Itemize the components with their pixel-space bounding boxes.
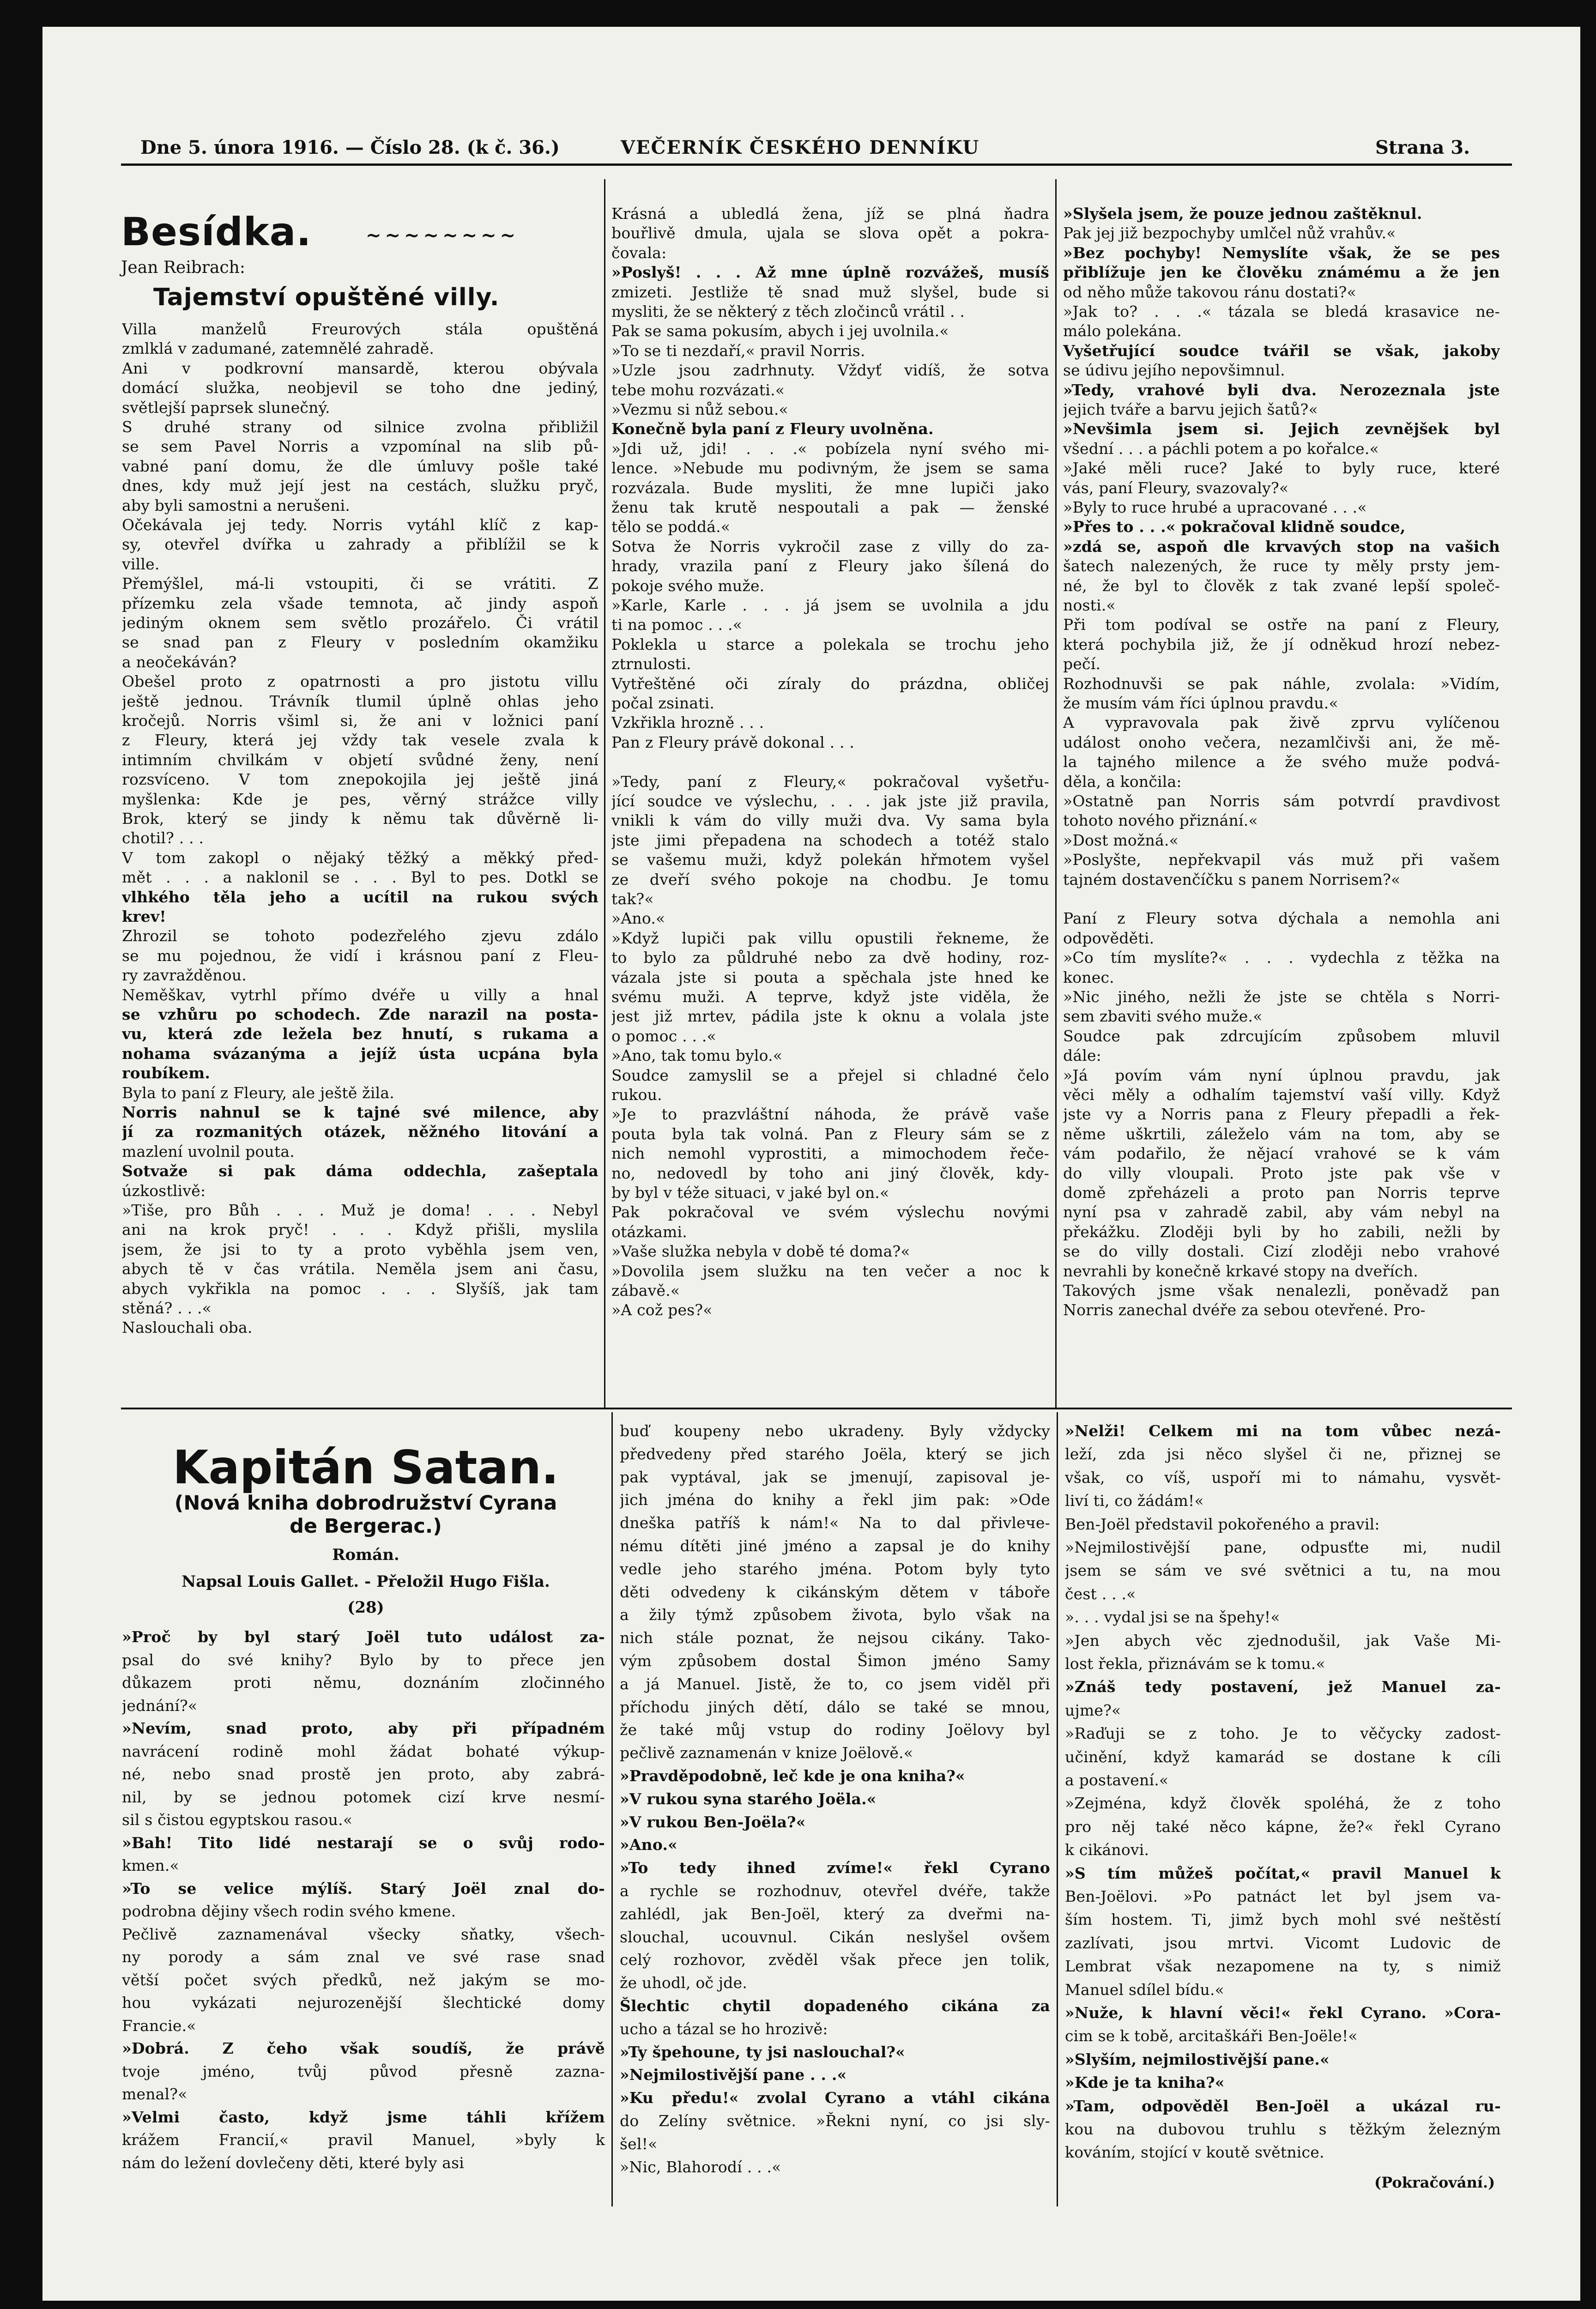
text-line: »Zejména, když člověk spoléhá, že z toho bbox=[1065, 1794, 1501, 1813]
text-line: »V rukou syna starého Joëla.« bbox=[620, 1789, 877, 1808]
text-line: né, že byl to člověk z tak zvané lepší společ- bbox=[1063, 576, 1500, 595]
besidka-heading: Besídka. bbox=[121, 209, 312, 254]
text-line: kou na dubovou truhlu s těžkým železným bbox=[1065, 2120, 1501, 2138]
header-date-issue: Dne 5. února 1916. — Číslo 28. (k č. 36.) bbox=[140, 137, 560, 158]
text-line: nému dítěti jiné jméno a zapsal je do knihy bbox=[620, 1537, 1050, 1555]
text-line: Zhrozil se tohoto podezřelého zjevu zdálo bbox=[122, 927, 598, 945]
text-line: pečí. bbox=[1063, 655, 1101, 673]
text-line: »Nevšimla jsem si. Jejich zevnějšek byl bbox=[1063, 420, 1500, 438]
text-line: »Dovolila jsem služku na ten večer a noc k bbox=[611, 1262, 1049, 1280]
text-line: »Vezmu si nůž sebou.« bbox=[611, 400, 788, 418]
text-line: čest . . .« bbox=[1065, 1584, 1136, 1603]
text-line: pečlivě zaznamenán v knize Joëlově.« bbox=[620, 1744, 913, 1762]
text-line: ujme?« bbox=[1065, 1701, 1121, 1719]
column-rule-3 bbox=[611, 1412, 613, 2206]
text-line: psal do své knihy? Bylo by to přece jen bbox=[122, 1650, 605, 1669]
text-line: podrobna dějiny všech rodin svého kmene. bbox=[122, 1902, 456, 1920]
text-line: »Nic, Blahorodí . . .« bbox=[620, 2158, 781, 2176]
text-line: jediným oknem sem světlo prozářelo. Či vrátil bbox=[122, 614, 598, 632]
text-line: jící soudce ve výslechu, . . . jak jste již pravila, bbox=[611, 792, 1049, 810]
text-line: »Ostatně pan Norris sám potvrdí pravdivost bbox=[1063, 792, 1500, 810]
text-line: »Nejmilostivější pane . . .« bbox=[620, 2066, 847, 2084]
text-line: děla, a končila: bbox=[1063, 772, 1182, 791]
text-line: šatech nalezených, že ruce ty měly prsty jem- bbox=[1063, 557, 1500, 575]
text-line: nil, by se jednou potomek cizí krve nesmí- bbox=[122, 1788, 605, 1806]
text-line: tak?« bbox=[611, 890, 654, 908]
text-line: se mu pojednou, že vidí i krásnou paní z Fleu- bbox=[122, 946, 598, 965]
text-line: pokoje svého muže. bbox=[611, 576, 765, 595]
text-line: »Byly to ruce hrubé a upracované . . .« bbox=[1063, 498, 1367, 516]
text-line: čovala: bbox=[611, 243, 667, 262]
text-line: »Nuže, k hlavní věci!« řekl Cyrano. »Cora- bbox=[1065, 2004, 1501, 2022]
text-line: jí za rozmanitých otázek, něžného litování a bbox=[122, 1123, 598, 1141]
text-line: překážku. Zloději byli by ho zabili, nežli by bbox=[1063, 1222, 1500, 1241]
text-line: »Tam, odpověděl Ben-Joël a ukázal ru- bbox=[1065, 2097, 1501, 2115]
text-line: tohoto nového přiznání.« bbox=[1063, 811, 1258, 830]
text-line: sil s čistou egyptskou rasou.« bbox=[122, 1811, 353, 1829]
serial-installment: (28) bbox=[347, 1598, 384, 1617]
text-line: Konečně byla paní z Fleury uvolněna. bbox=[611, 420, 934, 438]
text-line: Villa manželů Freurových stála opuštěná bbox=[122, 320, 598, 338]
text-line: tajném dostavenčíčku s panem Norrisem?« bbox=[1063, 870, 1401, 889]
text-line: ucho a tázal se ho hrozivě: bbox=[620, 2019, 828, 2038]
text-line: pak vyptával, jak se jmenují, zapisoval je- bbox=[620, 1468, 1050, 1486]
text-line: »Pravděpodobně, leč kde je ona kniha?« bbox=[620, 1767, 965, 1785]
text-line: Paní z Fleury sotva dýchala a nemohla ani bbox=[1063, 909, 1500, 928]
text-line: Pak se sama pokusím, abych i jej uvolnila.« bbox=[611, 322, 949, 340]
serial-subtitle-line-1: (Nová kniha dobrodružství Cyrana bbox=[174, 1492, 557, 1515]
text-line: »Uzle jsou zadrhnuty. Vždyť vidíš, že sotva bbox=[611, 361, 1049, 380]
column-rule-1 bbox=[604, 179, 605, 1408]
text-line: vás, paní Fleury, svazovaly?« bbox=[1063, 478, 1289, 497]
header-rule bbox=[121, 163, 1512, 166]
text-line: Šlechtic chytil dopadeného cikána za bbox=[620, 1997, 1050, 2015]
text-line: Sotvaže si pak dáma oddechla, zašeptala bbox=[122, 1162, 598, 1180]
text-line: a neočekáván? bbox=[122, 653, 237, 671]
text-line: Manuel sdílel bídu.« bbox=[1065, 1980, 1225, 1999]
text-line: abych tě v čas vrátila. Neměla jsem ani času, bbox=[122, 1260, 598, 1278]
text-line: by byl v téže situaci, v jaké byl on.« bbox=[611, 1184, 889, 1202]
text-line: sy, otevřel dvířka u zahrady a přiblížil se k bbox=[122, 535, 598, 554]
text-line: se údivu jejího nepovšimnul. bbox=[1063, 361, 1285, 380]
text-line: »Karle, Karle . . . já jsem se uvolnila a jdu bbox=[611, 596, 1049, 614]
text-line: »Znáš tedy postavení, jež Manuel za- bbox=[1065, 1678, 1501, 1696]
text-line: cim se k tobě, arcitaškáři Ben-Joële!« bbox=[1065, 2027, 1358, 2045]
text-line: »Kde je ta kniha?« bbox=[1065, 2073, 1225, 2092]
text-line: »S tím můžeš počítat,« pravil Manuel k bbox=[1065, 1864, 1501, 1882]
text-line: ti na pomoc . . .« bbox=[611, 616, 743, 634]
text-line: »Poslyšte, nepřekvapil vás muž při vašem bbox=[1063, 851, 1500, 869]
text-line: domě zpřeházeli a proto pan Norris teprve bbox=[1063, 1184, 1500, 1202]
text-line: vnikli k vám do villy muži dva. Vy sama byla bbox=[611, 811, 1049, 830]
text-line: jest již mrtev, pádila jste k oknu a volala jste bbox=[611, 1007, 1049, 1026]
text-line: celý rozhovor, zvěděl však přece jen tolik, bbox=[620, 1951, 1050, 1969]
text-line: Ben-Joël představil pokořeného a pravil: bbox=[1065, 1515, 1380, 1533]
text-line: stěná? . . .« bbox=[122, 1299, 212, 1317]
text-line: navrácení rodině mohl žádat bohaté výkup- bbox=[122, 1742, 605, 1760]
text-line: mysliti, že se některý z těch zločinců vrátil . . bbox=[611, 302, 965, 320]
text-line: la tajného milence a že svého muže podvá- bbox=[1063, 753, 1500, 771]
text-line: vám podařilo, že nějací vrahové se k vám bbox=[1063, 1144, 1500, 1163]
text-line: učinění, když kamarád se dostane k cíli bbox=[1065, 1747, 1501, 1766]
serial-credits: Napsal Louis Gallet. - Přeložil Hugo Fišla. bbox=[181, 1572, 550, 1591]
story-author: Jean Reibrach: bbox=[121, 258, 245, 277]
text-line: tebe mohu rozvázati.« bbox=[611, 381, 785, 399]
text-line: dneška patříš k nám!« Na to dal přivlече- bbox=[620, 1514, 1050, 1532]
text-line: svému muži. A teprve, když jste viděla, že bbox=[611, 988, 1049, 1006]
text-line: Neměškav, vytrhl přímo dvéře u villy a hnal bbox=[122, 985, 598, 1004]
text-line: do Zelíny světnice. »Řekni nyní, co jsi sly- bbox=[620, 2112, 1050, 2130]
text-line: Pak jej již bezpochyby umlčel nůž vrahův.« bbox=[1063, 224, 1396, 242]
text-line: ještě jednou. Trávník tlumil úplně ohlas jeho bbox=[122, 692, 598, 710]
text-line: dnes, kdy muž její jest na cestách, služku pryč, bbox=[122, 477, 598, 495]
text-line: ry zavražděnou. bbox=[122, 966, 247, 985]
text-line: Ani v podkrovní mansardě, kterou obývala bbox=[122, 359, 598, 377]
text-line: chotil? . . . bbox=[122, 829, 204, 847]
text-line: ville. bbox=[122, 555, 160, 573]
text-line: Rozhodnuvši se pak náhle, zvolala: »Vidím, bbox=[1063, 674, 1500, 693]
text-line: Soudce pak zdrcujícím způsobem mluvil bbox=[1063, 1027, 1500, 1045]
text-line: pro něj také něco kápne, že?« řekl Cyrano bbox=[1065, 1817, 1501, 1836]
text-line: úzkostlivě: bbox=[122, 1181, 206, 1200]
text-line: »V rukou Ben-Joëla?« bbox=[620, 1813, 806, 1831]
text-line: »Bah! Tito lidé nestarají se o svůj rodo- bbox=[122, 1833, 605, 1852]
text-line: hou vykázati nejurozenější šlechtické domy bbox=[122, 1994, 605, 2012]
text-line: sem zbaviti svého muže.« bbox=[1063, 1007, 1263, 1026]
text-line: jejich tváře a barvu jejich šatů?« bbox=[1063, 400, 1318, 418]
text-line: něme uškrtili, záleželo vám na tom, aby se bbox=[1063, 1124, 1500, 1143]
text-line: »To se ti nezdaří,« pravil Norris. bbox=[611, 341, 865, 360]
text-line: »Nelži! Celkem mi na tom vůbec nezá- bbox=[1065, 1422, 1501, 1440]
text-line: slouchal, ucouvnul. Cikán neslyšel ovšem bbox=[620, 1928, 1050, 1946]
text-line: Krásná a ubledlá žena, jíž se plná ňadra bbox=[611, 205, 1049, 223]
text-line: »Nevím, snad proto, aby při případném bbox=[122, 1719, 605, 1737]
text-line: Přemýšlel, má-li vstoupiti, či se vrátiti. Z bbox=[122, 574, 598, 593]
text-line: »Dost možná.« bbox=[1063, 831, 1179, 849]
text-line: že musím vám říci úplnou pravdu.« bbox=[1063, 694, 1338, 712]
text-line: od něho může takovou ránu dostati?« bbox=[1063, 283, 1356, 301]
text-line: věci měly a odhalím tajemství vaší villy. Když bbox=[1063, 1086, 1500, 1104]
text-line: předvedeny před starého Joëla, který se jich bbox=[620, 1445, 1050, 1463]
text-line: která pochybila již, že jí odněkud hrozí nebez- bbox=[1063, 635, 1500, 653]
text-line: liví ti, co žádám!« bbox=[1065, 1492, 1204, 1510]
text-line: rozsvíceno. V tom znepokojila jej ještě jiná bbox=[122, 770, 598, 789]
story-title: Tajemství opuštěné villy. bbox=[153, 284, 500, 311]
text-line: »Slyšela jsem, že pouze jednou zaštěknul. bbox=[1063, 205, 1422, 223]
text-line: nám do ležení dovlečeny děti, které byly asi bbox=[122, 2153, 465, 2172]
text-line: odpověděti. bbox=[1063, 929, 1155, 947]
besidka-ornament: ~~~~~~~~ bbox=[366, 224, 520, 246]
text-line: nyní psa v zahradě zabil, aby vám nebyl na bbox=[1063, 1203, 1500, 1221]
text-line: krev! bbox=[122, 907, 166, 925]
text-line: jednání?« bbox=[122, 1696, 198, 1715]
text-line: vabné paní domu, že dle úmluvy pošle také bbox=[122, 457, 598, 475]
text-line: Soudce zamyslil se a přejel si chladné čelo bbox=[611, 1066, 1049, 1084]
text-line: myšlenka: Kde je pes, věrný strážce villy bbox=[122, 790, 598, 808]
text-line: »Tedy, vrahové byli dva. Nerozeznala jste bbox=[1063, 381, 1500, 399]
text-line: vým způsobem dostal Šimon jméno Samy bbox=[620, 1652, 1050, 1670]
text-line: »A což pes?« bbox=[611, 1301, 713, 1319]
text-line: »Já povím vám nyní úplnou pravdu, jak bbox=[1063, 1066, 1500, 1084]
text-line: ženu tak krutě nespoutali a pak — ženské bbox=[611, 498, 1049, 516]
text-line: nich stále poznat, že nejsou cikány. Tako- bbox=[620, 1629, 1050, 1647]
text-line: jste jimi přepadena na schodech a totéž stalo bbox=[611, 831, 1049, 849]
serial-title: Kapitán Satan. bbox=[172, 1440, 559, 1494]
text-line: a žily týmž způsobem života, bylo však na bbox=[620, 1606, 1050, 1624]
text-line bbox=[611, 752, 1049, 772]
text-line: Obešel proto z opatrnosti a pro jistotu villu bbox=[122, 672, 598, 691]
text-line: »Co tím myslíte?« . . . vydechla z těžka na bbox=[1063, 949, 1500, 967]
text-line: kročejů. Norris všiml si, že ani v ložnici paní bbox=[122, 712, 598, 730]
text-line: přiblížuje jen ke člověku známému a že jen bbox=[1063, 263, 1500, 282]
text-line: a rychle se rozhodnuv, otevřel dvéře, takže bbox=[620, 1882, 1050, 1900]
text-line: počal zsinati. bbox=[611, 694, 715, 712]
text-line: krážem Francií,« pravil Manuel, »byly k bbox=[122, 2131, 605, 2149]
text-line: událost onoho večera, nezamlčivši ani, že mě- bbox=[1063, 733, 1500, 751]
text-line: se do villy dostali. Cizí zloději nebo vrahové bbox=[1063, 1242, 1500, 1261]
section-rule bbox=[121, 1408, 1512, 1409]
text-line: »Je to prazvláštní náhoda, že právě vaše bbox=[611, 1105, 1049, 1124]
text-line: Ben-Joëlovi. »Po patnáct let byl jsem va- bbox=[1065, 1887, 1501, 1905]
text-line: intimním chvilkám v objetí svůdné ženy, není bbox=[122, 750, 598, 769]
text-line: »Tiše, pro Bůh . . . Muž je doma! . . . Nebyl bbox=[122, 1201, 598, 1219]
text-line: příchodu jiných dětí, dálo se také se mnou, bbox=[620, 1698, 1050, 1716]
text-line: Naslouchali oba. bbox=[122, 1318, 253, 1337]
text-line: »zdá se, aspoň dle krvavých stop na vašich bbox=[1063, 537, 1500, 556]
text-line: vlhkého těla jeho a ucítil na rukou svých bbox=[122, 888, 598, 906]
text-line: ze dveří svého pokoje na chodbu. Je tomu bbox=[611, 870, 1049, 889]
text-line: Norris zanechal dvéře za sebou otevřené. Pro- bbox=[1063, 1301, 1426, 1319]
text-line: málo polekána. bbox=[1063, 322, 1182, 340]
text-line: domácí služka, neobjevil se toho dne jediný, bbox=[122, 379, 598, 397]
text-line: konec. bbox=[1063, 968, 1114, 986]
text-line: Lembrat však nezapomene na ty, s nimiž bbox=[1065, 1957, 1501, 1976]
text-line: se sem Pavel Norris a vzpomínal na slib pů- bbox=[122, 437, 598, 456]
text-line: tvoje jméno, tvůj původ přesně zazna- bbox=[122, 2062, 605, 2080]
text-line: zazlívati, jsou mrtvi. Vicomt Ludovic de bbox=[1065, 1934, 1501, 1952]
text-line: no, nedovedl by toho ani jiný člověk, kdy- bbox=[611, 1164, 1049, 1182]
text-line: »Jdi už, jdi! . . .« pobízela nyní svého mi- bbox=[611, 439, 1049, 458]
text-line: S druhé strany od silnice zvolna přibližil bbox=[122, 418, 598, 436]
text-line: »Nic jiného, nežli že jste se chtěla s Norri- bbox=[1063, 988, 1500, 1006]
text-line: z Fleury, která jej vždy tak vesele zvala k bbox=[122, 731, 598, 750]
text-line: že uhodl, oč jde. bbox=[620, 1974, 748, 1992]
text-line: A vypravovala pak živě zprvu vylíčenou bbox=[1063, 713, 1500, 732]
text-line: »Vaše služka nebyla v době té doma?« bbox=[611, 1242, 910, 1261]
text-line: se snad pan z Fleury v posledním okamžiku bbox=[122, 633, 598, 652]
text-line: bouřlivě dmula, ujala se slova opět a pokra- bbox=[611, 224, 1049, 242]
header-page-label: Strana 3. bbox=[1375, 137, 1470, 158]
text-line: Francie.« bbox=[122, 2016, 196, 2035]
text-line: děti odvedeny k cikánským dětem v táboře bbox=[620, 1583, 1050, 1601]
text-line: nevrahli by konečně krkavé stopy na dveřích. bbox=[1063, 1262, 1418, 1280]
text-line: Při tom podíval se ostře na paní z Fleury, bbox=[1063, 616, 1500, 634]
text-line: V tom zakopl o nějaký těžký a měkký před- bbox=[122, 848, 598, 867]
text-line: Poklekla u starce a polekala se trochu jeho bbox=[611, 635, 1049, 653]
text-line: větší počet svých předků, než jakým se mo- bbox=[122, 1971, 605, 1989]
text-line: Vyšetřující soudce tvářil se však, jakoby bbox=[1063, 341, 1500, 360]
text-line: »Raďuji se z toho. Je to věčycky zadost- bbox=[1065, 1724, 1501, 1743]
text-line: se vzhůru po schodech. Zde narazil na posta- bbox=[122, 1005, 598, 1023]
text-line: zábavě.« bbox=[611, 1281, 680, 1300]
text-line: a postavení.« bbox=[1065, 1771, 1169, 1789]
text-line: do villy vloupali. Proto jste pak vše v bbox=[1063, 1164, 1500, 1182]
text-line: Pak pokračoval ve svém výslechu novými bbox=[611, 1203, 1049, 1221]
text-line: »Slyším, nejmilostivější pane.« bbox=[1065, 2050, 1330, 2068]
text-line bbox=[1063, 889, 1500, 909]
text-line: »Ty špehoune, ty jsi naslouchal?« bbox=[620, 2043, 905, 2061]
column-rule-2 bbox=[1055, 179, 1057, 1408]
text-line: ani na krok pryč! . . . Když přišli, myslila bbox=[122, 1221, 598, 1239]
text-line: »Poslyš! . . . Až mne úplně rozvážeš, musíš bbox=[611, 263, 1049, 282]
text-line: světlejší paprsek slunečný. bbox=[122, 398, 330, 417]
text-line: né, nebo snad prostě jen proto, aby zabrá- bbox=[122, 1765, 605, 1783]
text-line: lost řekla, přiznávám se k tomu.« bbox=[1065, 1655, 1325, 1673]
text-line: »To tedy ihned zvíme!« řekl Cyrano bbox=[620, 1859, 1050, 1877]
text-line: leží, zda jsi něco slyšel či ne, přiznej se bbox=[1065, 1445, 1501, 1463]
text-line: ». . . vydal jsi se na špehy!« bbox=[1065, 1608, 1280, 1626]
text-line: jsem, že jsi to ty a proto vyběhla jsem ven, bbox=[122, 1240, 598, 1258]
text-line: »Ku předu!« zvolal Cyrano a vtáhl cikána bbox=[620, 2089, 1050, 2107]
text-line: Očekávala jej tedy. Norris vytáhl klíč z kap- bbox=[122, 516, 598, 534]
text-line: »Ano.« bbox=[620, 1836, 677, 1854]
text-line: jich jména do knihy a řekl jim pak: »Ode bbox=[620, 1491, 1050, 1509]
newspaper-page bbox=[42, 27, 1580, 2301]
text-line: Takových jsme však nenalezli, poněvadž pan bbox=[1063, 1281, 1500, 1300]
text-line: buď koupeny nebo ukradeny. Byly vždycky bbox=[620, 1422, 1050, 1440]
text-line: »Když lupiči pak villu opustili řekneme, že bbox=[611, 929, 1049, 947]
text-line: »Dobrá. Z čeho však soudíš, že právě bbox=[122, 2039, 605, 2057]
text-line: šel!« bbox=[620, 2134, 658, 2153]
text-line: Byla to paní z Fleury, ale ještě žila. bbox=[122, 1083, 394, 1102]
text-line: vu, která zde ležela bez hnutí, s rukama a bbox=[122, 1025, 598, 1043]
text-line: kováním, stojící v koutě světnice. bbox=[1065, 2143, 1324, 2162]
text-line: »Tedy, paní z Fleury,« pokračoval vyšetřu- bbox=[611, 772, 1049, 791]
text-line: mět . . . a naklonil se . . . Byl to pes. Dotkl se bbox=[122, 868, 598, 887]
text-line: zmlklá v zadumané, zatemnělé zahradě. bbox=[122, 339, 435, 358]
text-line: jsem se sám ve své světnici a tu, na mou bbox=[1065, 1561, 1501, 1580]
text-line: lence. »Nebude mu podivným, že jsem se sama bbox=[611, 459, 1049, 478]
text-line: Norris nahnul se k tajné své milence, aby bbox=[122, 1103, 598, 1121]
text-line: »Bez pochyby! Nemyslíte však, že se pes bbox=[1063, 243, 1500, 262]
text-line: »Proč by byl starý Joël tuto událost za- bbox=[122, 1628, 605, 1646]
text-line: nohama svázanýma a jejíž ústa ucpána byla bbox=[122, 1044, 598, 1063]
text-line: otázkami. bbox=[611, 1222, 687, 1241]
text-line: tělo se poddá.« bbox=[611, 518, 731, 536]
text-line: jste vy a Norris pana z Fleury přepadli a řek- bbox=[1063, 1105, 1500, 1124]
text-line: to bylo za půldruhé nebo za dvě hodiny, roz- bbox=[611, 949, 1049, 967]
text-line: a já Manuel. Jistě, že to, co jsem viděl při bbox=[620, 1674, 1050, 1693]
text-line: »Jaké měli ruce? Jaké to byly ruce, které bbox=[1063, 459, 1500, 478]
text-line: »Přes to . . .« pokračoval klidně soudce, bbox=[1063, 518, 1406, 536]
text-line: všední . . . a páchli potem a po kořalce.« bbox=[1063, 439, 1379, 458]
text-line: »Jak to? . . .« tázala se bledá krasavice ne- bbox=[1063, 302, 1500, 320]
text-line: důkazem proti němu, doznáním zločinného bbox=[122, 1674, 605, 1692]
text-line: rozvázala. Bude mysliti, že mne lupiči jako bbox=[611, 478, 1049, 497]
text-line: přízemku zela všade temnota, ač jindy aspoň bbox=[122, 594, 598, 612]
text-line: rukou. bbox=[611, 1086, 662, 1104]
text-line: aby byli samostni a nerušeni. bbox=[122, 496, 351, 514]
text-line: »Jen abych věc zjednodušil, jak Vaše Mi- bbox=[1065, 1631, 1501, 1650]
text-line: menal?« bbox=[122, 2085, 187, 2103]
text-line: dále: bbox=[1063, 1046, 1102, 1065]
text-line: kmen.« bbox=[122, 1856, 179, 1874]
text-line: vázala jste si pouta a spěchala jste hned ke bbox=[611, 968, 1049, 986]
text-line: »To se velice mýlíš. Starý Joël znal do- bbox=[122, 1879, 605, 1898]
text-line: ším hostem. Ti, jimž bych mohl své neštěstí bbox=[1065, 1910, 1501, 1929]
text-line: však, co víš, uspoří mi to námahu, vysvět- bbox=[1065, 1468, 1501, 1487]
text-line: že také můj vstup do rodiny Joëlovy byl bbox=[620, 1721, 1050, 1739]
continued-note: (Pokračování.) bbox=[1374, 2174, 1495, 2191]
text-line: pouta byla tak volná. Pan z Fleury sám se z bbox=[611, 1124, 1049, 1143]
text-line: Pečlivě zaznamenával všecky sňatky, všech- bbox=[122, 1925, 605, 1943]
text-line: »Nejmilostivější pane, odpusťte mi, nudil bbox=[1065, 1538, 1501, 1556]
text-line: nich nemohl vyprostiti, a mimochodem řeče- bbox=[611, 1144, 1049, 1163]
text-line: hrady, vrazila paní z Fleury jako šílená do bbox=[611, 557, 1049, 575]
header-paper-title: VEČERNÍK ČESKÉHO DENNÍKU bbox=[621, 137, 980, 158]
text-line: ztrnulosti. bbox=[611, 655, 691, 673]
text-line: »Ano, tak tomu bylo.« bbox=[611, 1046, 783, 1065]
text-line: zmizeti. Jestliže tě snad muž slyšel, bude si bbox=[611, 283, 1049, 301]
text-line: Vytřeštěné oči zíraly do prázdna, obličej bbox=[611, 674, 1049, 693]
text-line: ny porody a sám znal ve své rase snad bbox=[122, 1948, 605, 1966]
text-line: roubíkem. bbox=[122, 1064, 211, 1082]
text-line: vedle jeho starého jména. Potom byly tyto bbox=[620, 1559, 1050, 1578]
text-line: nosti.« bbox=[1063, 596, 1116, 614]
text-line: k cikánovi. bbox=[1065, 1841, 1149, 1859]
text-line: »Ano.« bbox=[611, 909, 665, 928]
serial-subtitle-line-2: de Bergerac.) bbox=[290, 1515, 442, 1538]
text-line: abych vykřikla na pomoc . . . Slyšíš, jak tam bbox=[122, 1279, 598, 1298]
text-line: Pan z Fleury právě dokonal . . . bbox=[611, 733, 855, 751]
text-line: Sotva že Norris vykročil zase z villy do za- bbox=[611, 537, 1049, 556]
text-line: zahlédl, jak Ben-Joël, který za dveřmi na- bbox=[620, 1904, 1050, 1923]
serial-genre: Román. bbox=[332, 1546, 399, 1564]
text-line: mazlení uvolnil pouta. bbox=[122, 1142, 295, 1161]
text-line: o pomoc . . .« bbox=[611, 1027, 716, 1045]
text-line: »Velmi často, když jsme táhli křížem bbox=[122, 2108, 605, 2126]
text-line: Brok, který se jindy k němu tak důvěrně li- bbox=[122, 810, 598, 828]
text-line: Vzkřikla hrozně . . . bbox=[611, 713, 764, 732]
text-line: se vašemu muži, když polekán hřmotem vyšel bbox=[611, 851, 1049, 869]
column-rule-4 bbox=[1057, 1412, 1058, 2206]
